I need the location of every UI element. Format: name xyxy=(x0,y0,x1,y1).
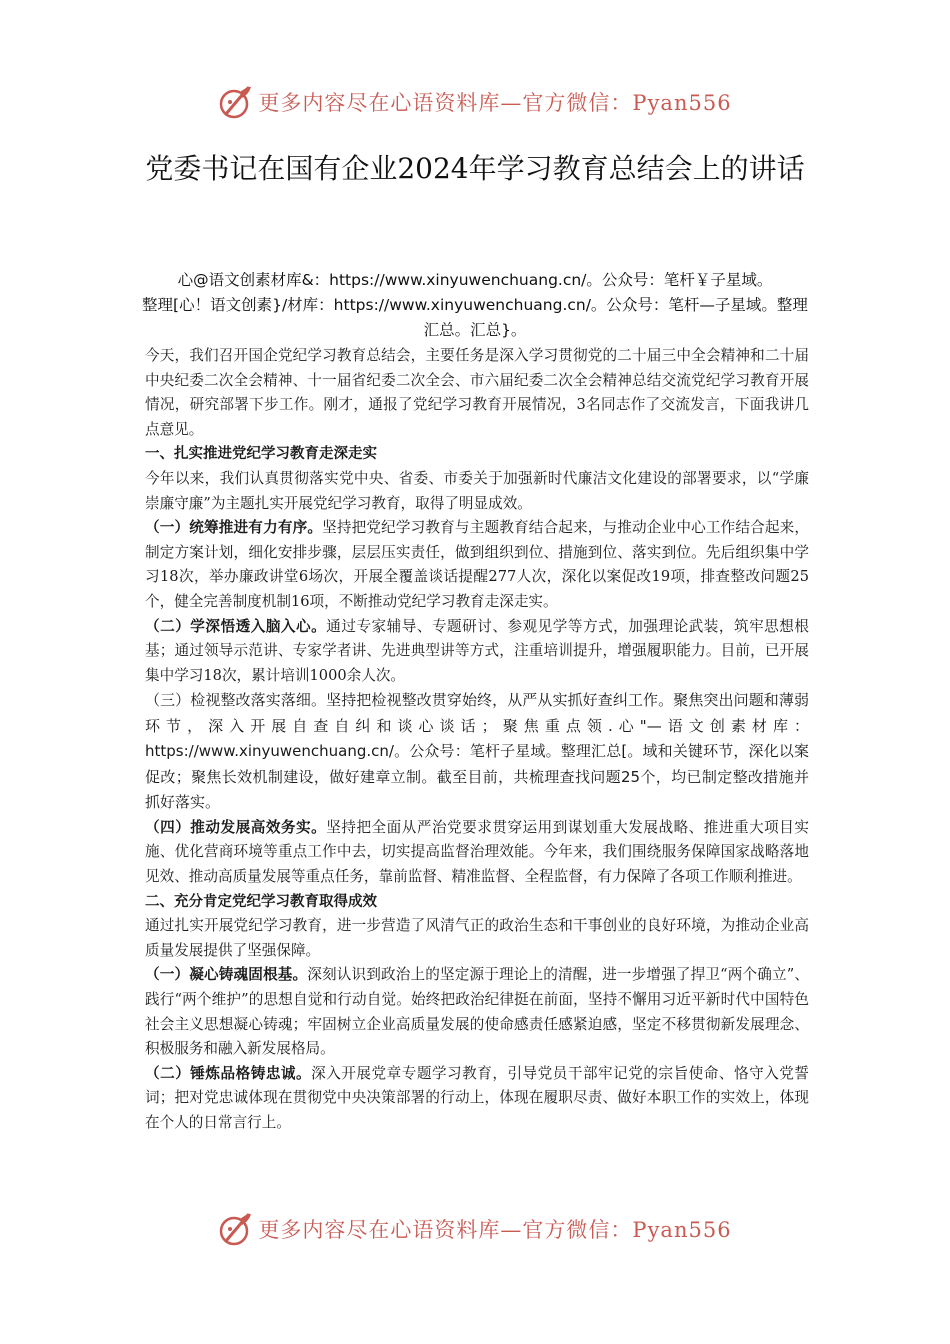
item-text: 坚持把检视整改贯穿始终，从严从实抓好查纠工作。聚焦突出问题和薄弱环节，深入开展自查自纠和谈心谈话；聚焦重点领.心"—语文创素材库：https://www.xinyuwenchuang.cn/。公众号：笔杆子星域。整理汇总[。域和关键环节，深化以案促改；聚焦长效机制建设，做好建章立制。截至目前，共梳理查找问题25个，均已制定整改措施并抓好落实。 xyxy=(145,691,809,812)
banner-text: 更多内容尽在心语资料库—官方微信：Pyan556 xyxy=(258,1218,732,1242)
section-heading: 二、充分肯定党纪学习教育取得成效 xyxy=(145,893,377,910)
list-item xyxy=(145,688,809,816)
section-intro: 通过扎实开展党纪学习教育，进一步营造了风清气正的政治生态和干事创业的良好环境，为推动企业高质量发展提供了坚强保障。 xyxy=(145,917,809,959)
item-text: 坚持把党纪学习教育与主题教育结合起来，与推动企业中心工作结合起来，制定方案计划，细化安排步骤，层层压实责任，做到组织到位、措施到位、落实到位。先后组织集中学习18次，举办廉政讲堂6场次，开展全覆盖谈话提醒277人次，深化以案促改19项，排查整改问题25个，健全完善制度机制16项，不断推动党纪学习教育走深走实。 xyxy=(145,519,809,610)
item-lead: （四）推动发展高效务实。 xyxy=(145,818,327,836)
list-item xyxy=(145,1062,809,1136)
list-item xyxy=(145,963,809,1061)
quill-logo-icon xyxy=(218,84,254,120)
item-text: 坚持把全面从严治党要求贯穿运用到谋划重大发展战略、推进重大项目实施、优化营商环境等重点工作中去，切实提高监督治理效能。今年来，我们围绕服务保障国家战略落地见效、推动高质量发展等重点任务，靠前监督、精准监督、全程监督，有力保障了各项工作顺利推进。 xyxy=(145,818,809,885)
source-note xyxy=(140,268,810,343)
quill-logo-icon xyxy=(218,1211,254,1247)
item-text: 通过专家辅导、专题研讨、参观见学等方式，加强理论武装，筑牢思想根基；通过领导示范讲、专家学者讲、先进典型讲等方式，注重培训提升，增强履职能力。目前，已开展集中学习18次，累计培训1000余人次。 xyxy=(145,617,809,684)
document-body xyxy=(145,344,809,1136)
banner-text: 更多内容尽在心语资料库—官方微信：Pyan556 xyxy=(258,91,732,115)
section-heading: 一、扎实推进党纪学习教育走深走实 xyxy=(145,446,377,463)
source-line: 整理[心！语文创素}/材库：https://www.xinyuwenchuang.cn/。公众号：笔杆—子星域。整理汇总。汇总}。 xyxy=(142,296,808,339)
section-intro: 今年以来，我们认真贯彻落实党中央、省委、市委关于加强新时代廉洁文化建设的部署要求，以“学廉崇廉守廉”为主题扎实开展党纪学习教育，取得了明显成效。 xyxy=(145,469,809,512)
item-lead: （二）锤炼品格铸忠诚。 xyxy=(145,1064,312,1082)
list-item xyxy=(145,516,809,614)
list-item xyxy=(145,816,809,890)
page-title: 党委书记在国有企业2024年学习教育总结会上的讲话 xyxy=(145,152,805,185)
item-lead: （二）学深悟透入脑入心。 xyxy=(145,617,327,635)
item-lead: （一）统筹推进有力有序。 xyxy=(145,519,323,537)
source-line: 心@语文创素材库&：https://www.xinyuwenchuang.cn/。公众号：笔杆￥子星域。 xyxy=(177,271,773,289)
list-item xyxy=(145,615,809,689)
item-lead: （三）检视整改落实落细。 xyxy=(145,691,327,710)
item-text: 深刻认识到政治上的坚定源于理论上的清醒，进一步增强了捍卫“两个确立”、践行“两个维护”的思想自觉和行动自觉。始终把政治纪律挺在前面，坚持不懈用习近平新时代中国特色社会主义思想凝心铸魂；牢固树立企业高质量发展的使命感责任感紧迫感，坚定不移贯彻新发展理念、积极服务和融入新发展格局。 xyxy=(145,966,809,1058)
intro-paragraph: 今天，我们召开国企党纪学习教育总结会，主要任务是深入学习贯彻党的二十届三中全会精神和二十届中央纪委二次全会精神、十一届省纪委二次全会、市六届纪委二次全会精神总结交流党纪学习教育开展情况，研究部署下步工作。刚才，通报了党纪学习教育开展情况，3名同志作了交流发言，下面我讲几点意见。 xyxy=(145,347,809,438)
item-text: 深入开展党章专题学习教育，引导党员干部牢记党的宗旨使命、恪守入党誓词；把对党忠诚体现在贯彻党中央决策部署的行动上，体现在履职尽责、做好本职工作的实效上，体现在个人的日常言行上。 xyxy=(145,1064,809,1131)
item-lead: （一）凝心铸魂固根基。 xyxy=(145,966,308,984)
header-banner xyxy=(0,82,950,122)
footer-banner xyxy=(0,1209,950,1249)
